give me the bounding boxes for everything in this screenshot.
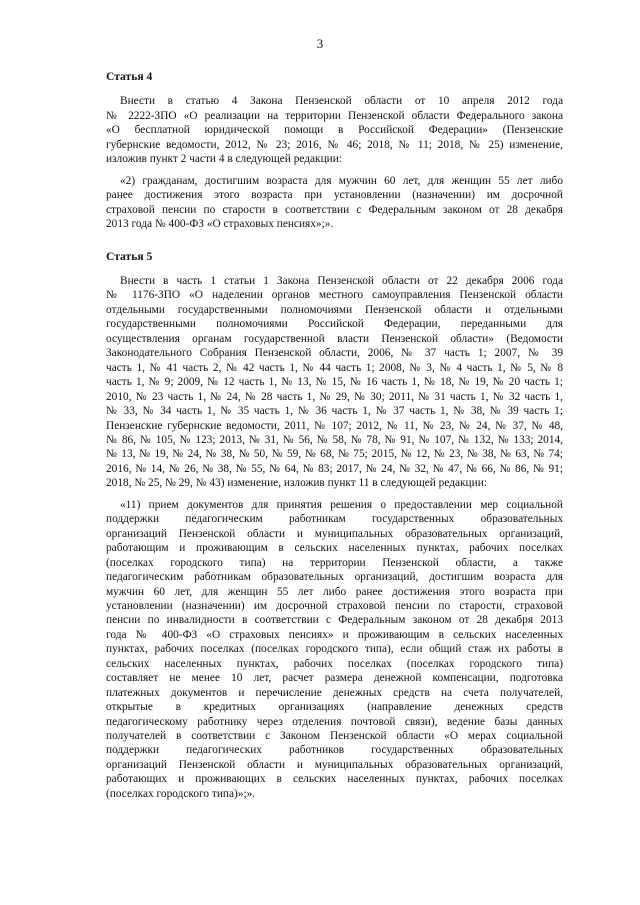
text-line: часть 1, № 41 часть 2, № 42 часть 1, № 44 часть 1; 2008, № 3, № 4 часть 1, № 5, № 8: [106, 361, 563, 374]
text-line: 2018, № 25, № 29, № 43) изменение, изложив пункт 11 в следующей редакции:: [106, 477, 487, 490]
text-line: ранее достижения этого возраста при установлении (назначении) им досрочной: [106, 189, 563, 202]
text-line: пенсии по инвалидности в соответствии с Федеральным законом от 28 декабря 2013: [106, 614, 563, 627]
text-line: (поселках городского типа) на территории Пензенской области, а также: [106, 556, 563, 569]
article-5-intro: [106, 274, 563, 491]
text-line: осуществления органам государственной власти Пензенской области» (Ведомости: [106, 332, 563, 345]
text-line: 2013 года № 400-ФЗ «О страховых пенсиях»;».: [106, 218, 334, 231]
text-line: часть 1, № 9; 2009, № 12 часть 1, № 13, № 15, № 16 часть 1, № 18, № 19, № 20 часть 1;: [106, 376, 563, 389]
text-line: установлении (назначении) им досрочной страховой пенсии по старости, страховой: [106, 599, 563, 612]
text-line: страховой пенсии по старости в соответствии с Федеральным законом от 28 декабря: [106, 203, 563, 216]
article-5-amendment-quote: [106, 498, 563, 802]
document-body: [106, 70, 563, 801]
text-line: № 2222-ЗПО «О реализации на территории Пензенской области Федерального закона: [106, 109, 563, 122]
text-line: мужчин 60 лет, для женщин 55 лет либо ранее достижения этого возраста при: [106, 585, 563, 598]
text-line: платежных документов и перечисление денежных средств на счета получателей,: [106, 686, 563, 699]
text-line: года № 400-ФЗ «О страховых пенсиях» и проживающим в сельских населенных: [106, 628, 563, 641]
text-line: Законодательного Собрания Пензенской области, 2006, № 37 часть 1; 2007, № 39: [106, 347, 563, 360]
text-line: «11) прием документов для принятия решения о предоставлении мер социальной: [120, 498, 563, 511]
text-line: поддержки педагогических работников государственных образовательных: [106, 744, 563, 757]
text-line: открытые в кредитных организациях (направление денежных средств: [106, 701, 563, 714]
text-line: составляет не менее 10 лет, расчет размера денежной компенсации, подготовка: [106, 672, 563, 685]
text-line: Внести в статью 4 Закона Пензенской области от 10 апреля 2012 года: [120, 95, 563, 108]
text-line: Пензенские губернские ведомости, 2011, № 107; 2012, № 11, № 23, № 24, № 37, № 48,: [106, 419, 563, 432]
text-line: работающим и проживающим в сельских населенных пунктах, рабочих поселках: [106, 542, 563, 555]
text-line: поддержки педагогическим работникам государственных образовательных: [106, 513, 563, 526]
text-line: № 13, № 19, № 24, № 38, № 50, № 59, № 68, № 75; 2015, № 12, № 23, № 38, № 63, № 74;: [106, 448, 563, 461]
text-line: организаций Пензенской области и муниципальных образовательных организаций,: [106, 758, 563, 771]
text-line: «2) гражданам, достигшим возраста для мужчин 60 лет, для женщин 55 лет либо: [120, 174, 563, 187]
text-line: пунктах, рабочих поселках (поселках городского типа), если общий стаж их работы в: [106, 643, 563, 656]
text-line: изложив пункт 2 части 4 в следующей редакции:: [106, 153, 342, 166]
text-line: сельских населенных пунктах, рабочих поселках (поселках городского типа): [106, 657, 563, 670]
page-number: 3: [316, 36, 324, 51]
article-4-heading: Статья 4: [106, 70, 153, 83]
text-line: педагогическим работникам образовательных организаций, достигшим возраста для: [106, 571, 563, 584]
text-line: № 33, № 34 часть 1, № 35 часть 1, № 36 часть 1, № 37 часть 1, № 38, № 39 часть 1;: [106, 405, 563, 418]
text-line: Внести в часть 1 статьи 1 Закона Пензенской области от 22 декабря 2006 года: [120, 274, 563, 287]
text-line: № 1176-ЗПО «О наделении органов местного самоуправления Пензенской области: [106, 289, 563, 302]
text-line: педагогическому работнику через отделения почтовой связи), ведение базы данных: [106, 715, 563, 728]
text-line: (поселках городского типа)»;».: [106, 787, 256, 800]
article-5-heading: Статья 5: [106, 249, 153, 263]
text-line: 2010, № 23 часть 1, № 24, № 28 часть 1, № 29, № 30; 2011, № 31 часть 1, № 32 часть 1,: [106, 390, 563, 403]
text-line: организаций Пензенской области и муниципальных образовательных организаций,: [106, 527, 563, 540]
text-line: 2016, № 14, № 26, № 38, № 55, № 64, № 83; 2017, № 24, № 32, № 47, № 66, № 86, № 91;: [106, 462, 563, 475]
text-line: получателей в соответствии с Законом Пензенской области «О мерах социальной: [106, 730, 563, 743]
article-4-intro: [106, 94, 563, 166]
article-4-amendment-quote: [106, 174, 563, 232]
text-line: работающих и проживающих в сельских населенных пунктах, рабочих поселках: [106, 773, 563, 786]
text-line: губернские ведомости, 2012, № 23; 2016, № 46; 2018, № 11; 2018, № 25) изменение,: [106, 138, 563, 151]
text-line: № 86, № 105, № 123; 2013, № 31, № 56, № 58, № 78, № 91, № 107, № 132, № 133; 2014,: [106, 433, 563, 446]
text-line: «О бесплатной юридической помощи в Российской Федерации» (Пензенские: [106, 124, 563, 137]
text-line: отдельными государственными полномочиями Пензенской области и отдельными: [106, 303, 563, 316]
text-line: государственными полномочиями Российской Федерации, переданными для: [106, 318, 563, 331]
